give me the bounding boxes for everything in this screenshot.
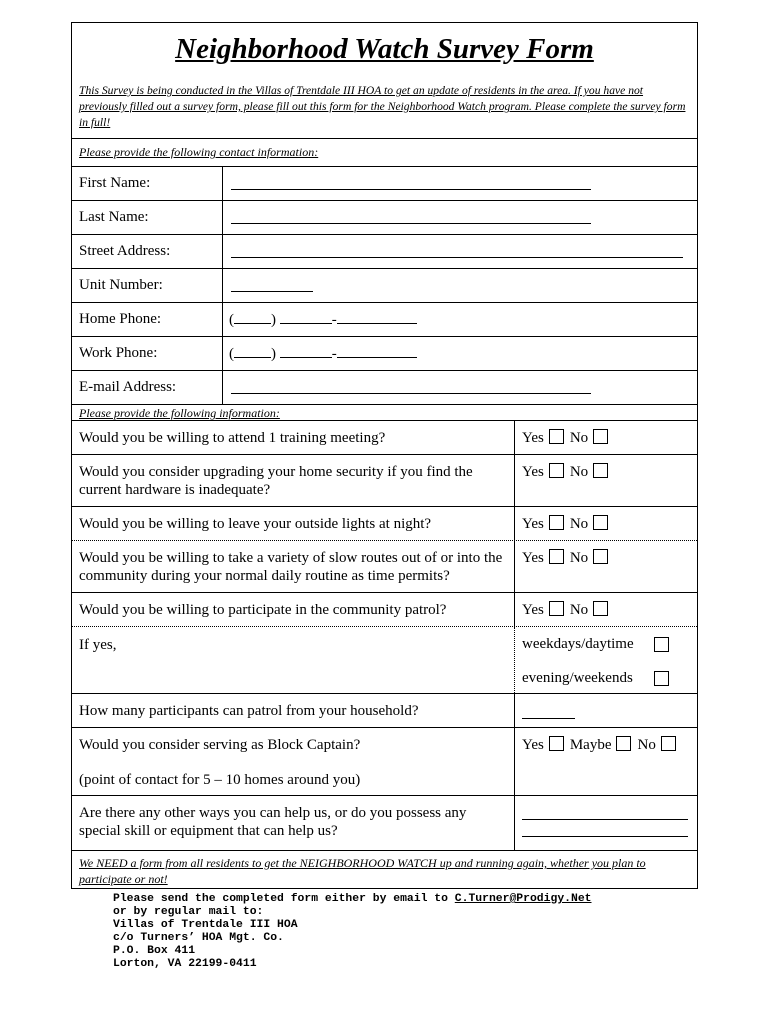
no-checkbox[interactable]	[593, 601, 608, 616]
closing-row	[72, 850, 697, 888]
question-training: Would you be willing to attend 1 training meeting?	[79, 430, 386, 446]
no-checkbox[interactable]	[593, 515, 608, 530]
phone-dash: -	[331, 346, 337, 362]
yes-checkbox[interactable]	[549, 601, 564, 616]
email-row	[72, 370, 697, 404]
last-name-label: Last Name:	[79, 209, 149, 225]
question-row-routes	[72, 540, 697, 592]
email-field[interactable]	[231, 393, 591, 394]
yes-maybe-no-block-captain	[522, 736, 682, 754]
footer-line-5: P.O. Box 411	[113, 945, 196, 957]
question-skills: Are there any other ways you can help us, or do you possess any special skill or equipment that can help us?	[79, 805, 467, 839]
maybe-checkbox[interactable]	[616, 736, 631, 751]
evening-label: evening/weekends	[522, 670, 633, 686]
intro-text: This Survey is being conducted in the Villas of Trentdale III HOA to get an update of residents in the area. If you have not previously filled out a survey form, please fill out this form for the Neighborhood Watch program. Please complete the survey form in full!	[79, 84, 686, 129]
yes-no-patrol	[522, 601, 614, 619]
participants-field[interactable]	[522, 718, 575, 719]
question-patrol: Would you be willing to participate in the community patrol?	[79, 602, 447, 618]
survey-form	[71, 22, 698, 889]
home-phone-row	[72, 302, 697, 336]
unit-row	[72, 268, 697, 302]
paren-open: (	[229, 312, 234, 328]
if-yes-label: If yes,	[79, 637, 117, 653]
email-label: E-mail Address:	[79, 379, 177, 395]
question-lights: Would you be willing to leave your outside lights at night?	[79, 516, 432, 532]
maybe-label: Maybe	[569, 737, 612, 753]
yes-label: Yes	[522, 516, 544, 532]
skills-field-1[interactable]	[522, 819, 688, 820]
no-label: No	[569, 550, 589, 566]
question-row-skills	[72, 795, 697, 850]
form-title: Neighborhood Watch Survey Form	[175, 33, 594, 65]
last-name-field[interactable]	[231, 223, 591, 224]
no-checkbox[interactable]	[593, 463, 608, 478]
no-checkbox[interactable]	[593, 549, 608, 564]
question-row-participants	[72, 693, 697, 727]
work-phone-label: Work Phone:	[79, 345, 158, 361]
paren-close: )	[271, 346, 276, 362]
closing-note: We NEED a form from all residents to get the NEIGHBORHOOD WATCH up and running again, whether you plan to participate or not!	[79, 856, 646, 886]
question-row-lights	[72, 506, 697, 540]
weekdays-checkbox[interactable]	[654, 637, 669, 652]
question-row-training	[72, 420, 697, 454]
footer-line-1: Please send the completed form either by email to	[113, 893, 455, 905]
work-phone-row	[72, 336, 697, 370]
no-label: No	[637, 737, 656, 753]
yes-label: Yes	[522, 602, 544, 618]
yes-checkbox[interactable]	[549, 515, 564, 530]
work-phone-field[interactable]	[229, 345, 417, 363]
question-row-security	[72, 454, 697, 506]
yes-no-routes	[522, 549, 614, 567]
email-link[interactable]: C.Turner@Prodigy.Net	[454, 893, 592, 905]
first-name-label: First Name:	[79, 175, 151, 191]
question-participants: How many participants can patrol from your household?	[79, 703, 419, 719]
contact-header: Please provide the following contact information:	[79, 145, 319, 159]
question-security: Would you consider upgrading your home security if you find the current hardware is inadequate?	[79, 464, 473, 498]
footer-line-3: Villas of Trentdale III HOA	[113, 919, 298, 931]
evening-checkbox[interactable]	[654, 671, 669, 686]
yes-label: Yes	[522, 550, 544, 566]
yes-checkbox[interactable]	[549, 463, 564, 478]
yes-checkbox[interactable]	[549, 429, 564, 444]
question-row-patrol	[72, 592, 697, 626]
last-name-row	[72, 200, 697, 234]
street-field[interactable]	[231, 257, 683, 258]
evening-option	[522, 670, 633, 687]
no-label: No	[569, 430, 589, 446]
unit-label: Unit Number:	[79, 277, 163, 293]
street-label: Street Address:	[79, 243, 171, 259]
question-block-captain: Would you consider serving as Block Captain?	[79, 737, 361, 753]
no-label: No	[569, 516, 589, 532]
mailing-instructions	[113, 893, 592, 971]
first-name-row	[72, 166, 697, 200]
no-checkbox[interactable]	[593, 429, 608, 444]
yes-checkbox[interactable]	[549, 549, 564, 564]
block-captain-note: (point of contact for 5 – 10 homes around you)	[79, 772, 361, 788]
home-phone-field[interactable]	[229, 311, 417, 329]
skills-field-2[interactable]	[522, 836, 688, 837]
unit-field[interactable]	[231, 291, 313, 292]
footer-line-6: Lorton, VA 22199-0411	[113, 958, 257, 970]
no-checkbox[interactable]	[661, 736, 676, 751]
weekdays-label: weekdays/daytime	[522, 636, 634, 652]
home-phone-label: Home Phone:	[79, 311, 162, 327]
info-header-row	[72, 404, 697, 420]
question-row-if-yes	[72, 626, 697, 693]
weekdays-option	[522, 636, 634, 653]
yes-no-training	[522, 429, 614, 447]
yes-label: Yes	[522, 430, 544, 446]
phone-dash: -	[331, 312, 337, 328]
street-row	[72, 234, 697, 268]
yes-checkbox[interactable]	[549, 736, 564, 751]
yes-no-lights	[522, 515, 614, 533]
contact-header-row	[72, 138, 697, 166]
no-label: No	[569, 464, 589, 480]
footer-line-4: c/o Turners’ HOA Mgt. Co.	[113, 932, 284, 944]
yes-label: Yes	[522, 737, 544, 753]
no-label: No	[569, 602, 589, 618]
footer-line-2: or by regular mail to:	[113, 906, 264, 918]
yes-no-security	[522, 463, 614, 481]
question-row-block-captain	[72, 727, 697, 795]
yes-label: Yes	[522, 464, 544, 480]
question-routes: Would you be willing to take a variety of slow routes out of or into the community during your normal daily routine as time permits?	[79, 550, 503, 584]
paren-open: (	[229, 346, 234, 362]
paren-close: )	[271, 312, 276, 328]
info-header: Please provide the following information:	[79, 406, 280, 420]
first-name-field[interactable]	[231, 189, 591, 190]
